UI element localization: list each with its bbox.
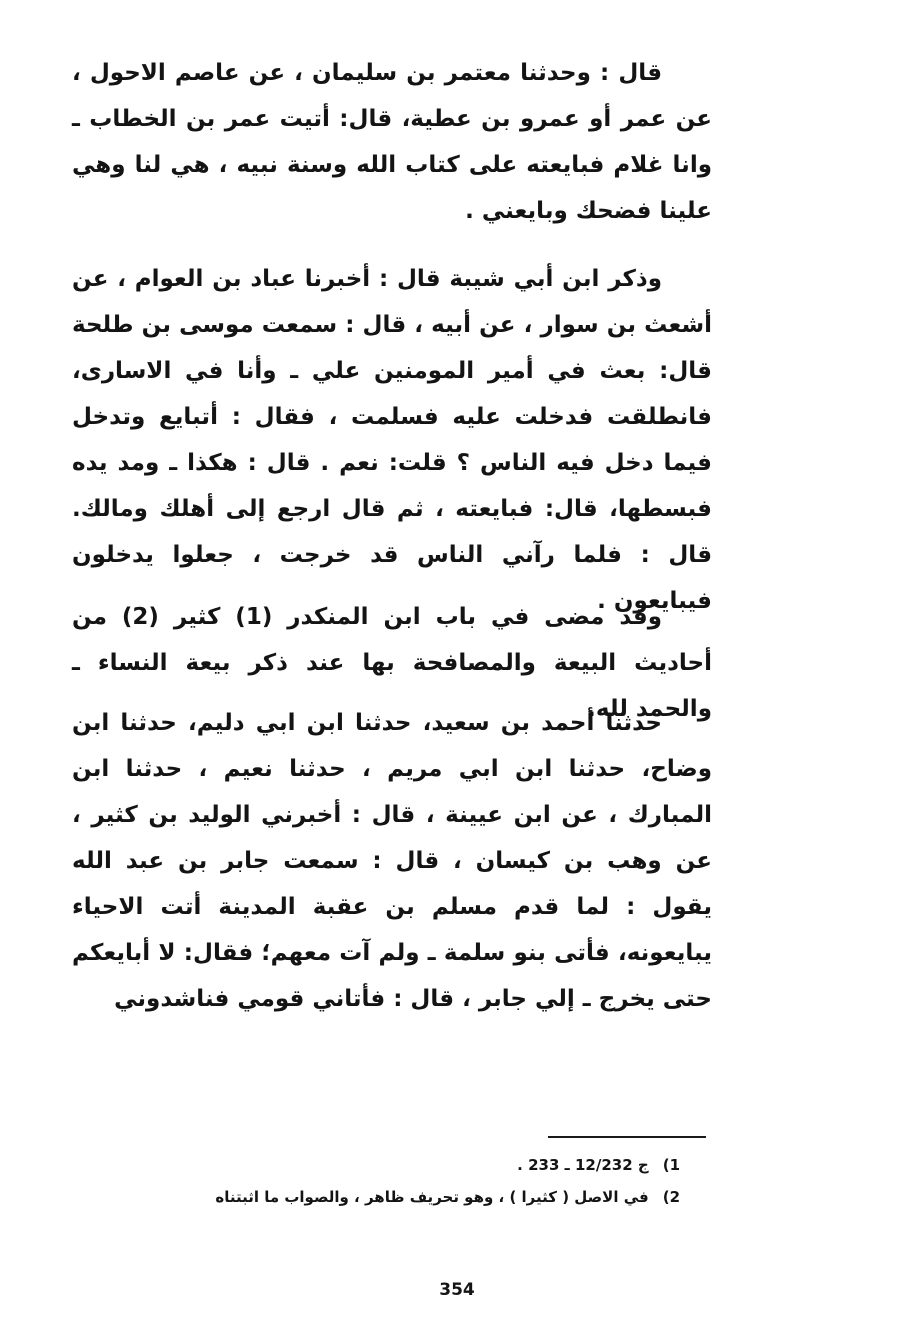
paragraph-2: وذكر ابن أبي شيبة قال : أخبرنا عباد بن العوام ، عن أشعث بن سوار ، عن أبيه ، قال : سمعت موسى بن طلحة قال: بعث في أمير المومنين علي ـ وأنا في الاسارى، فانطلقت فدخلت عليه فسلمت ، فقال : أتبايع وتدخل فيما دخل فيه الناس ؟ قلت: نعم . قال : هكذا ـ ومد يده فبسطها، قال: فبايعته ، ثم قال ارجع إلى أهلك ومالك. قال : فلما رآني الناس قد خرجت ، جعلوا يدخلون فيبايعون . — [72, 266, 712, 614]
footnote-1 — [120, 1150, 680, 1180]
footnote-text: في الاصل ( كثيرا ) ، وهو تحريف ظاهر ، والصواب ما اثبتناه — [215, 1188, 649, 1206]
footnote-separator — [548, 1136, 706, 1138]
footnote-2 — [120, 1182, 680, 1212]
footnote-text: ج 12/232 ـ 233 . — [517, 1156, 649, 1174]
footnote-number: 1) — [662, 1156, 680, 1174]
paragraph-3: وقد مضى في باب ابن المنكدر (1) كثير (2) من أحاديث البيعة والمصافحة بها عند ذكر بيعة النساء ـ والحمد لله. — [72, 604, 712, 722]
paragraph-1: قال : وحدثنا معتمر بن سليمان ، عن عاصم الاحول ، عن عمر أو عمرو بن عطية، قال: أتيت عمر بن الخطاب ـ وانا غلام فبايعته على كتاب الله وسنة نبيه ، هي لنا وهي علينا فضحك وبايعني . — [72, 60, 712, 224]
paragraph-4: حدثنا أحمد بن سعيد، حدثنا ابن ابي دليم، حدثنا ابن وضاح، حدثنا ابن ابي مريم ، حدثنا نعيم ، حدثنا ابن المبارك ، عن ابن عيينة ، قال : أخبرني الوليد بن كثير ، عن وهب بن كيسان ، قال : سمعت جابر بن عبد الله يقول : لما قدم مسلم بن عقبة المدينة أتت الاحياء يبايعونه، فأتى بنو سلمة ـ ولم آت معهم؛ فقال: لا أبايعكم حتى يخرج ـ إلي جابر ، قال : فأتاني قومي فناشدوني — [72, 710, 712, 1012]
footnote-number: 2) — [662, 1188, 680, 1206]
page-number: 354 — [439, 1280, 475, 1300]
